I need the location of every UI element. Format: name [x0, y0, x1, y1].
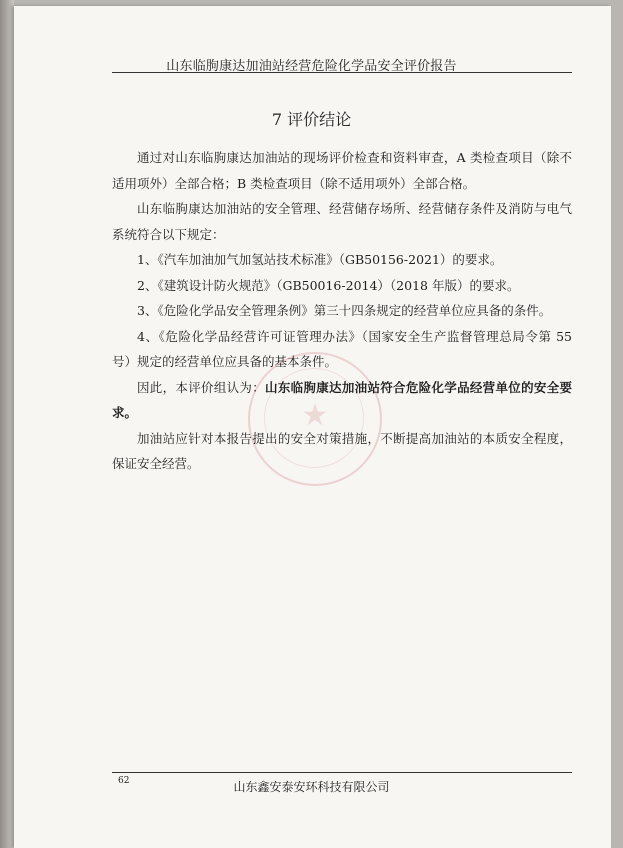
- report-header-title: 山东临朐康达加油站经营危险化学品安全评价报告: [166, 59, 457, 74]
- paragraph-compliance-intro: 山东临朐康达加油站的安全管理、经营储存场所、经营储存条件及消防与电气系统符合以下规定：: [112, 201, 572, 242]
- list-item-standard-2: 2、《建筑设计防火规范》（GB50016-2014）（2018 年版）的要求。: [137, 277, 520, 293]
- footer-company-name: 山东鑫安泰安环科技有限公司: [233, 780, 390, 794]
- conclusion-body: [112, 145, 572, 477]
- paragraph-inspection-result: 通过对山东临朐康达加油站的现场评价检查和资料审查，A 类检查项目（除不适用项外）全部合格；B 类检查项目（除不适用项外）全部合格。: [112, 150, 572, 191]
- seal-star-icon: ★: [301, 398, 329, 433]
- list-item-standard-1: 1、《汽车加油加气加氢站技术标准》（GB50156-2021）的要求。: [137, 252, 503, 267]
- list-item-standard-4: 4、《危险化学品经营许可证管理办法》（国家安全生产监督管理总局令第 55 号）规定的经营单位应具备的基本条件。: [112, 328, 572, 369]
- paragraph-conclusion: [112, 375, 572, 426]
- conclusion-statement: 山东临朐康达加油站符合危险化学品经营单位的安全要求。: [112, 379, 572, 420]
- header-divider: [112, 72, 572, 73]
- section-title: 7 评价结论: [271, 110, 352, 129]
- page-number: 62: [118, 776, 130, 786]
- list-item-standard-3: 3、《危险化学品安全管理条例》第三十四条规定的经营单位应具备的条件。: [137, 303, 552, 318]
- conclusion-lead: 因此，本评价组认为：: [137, 379, 266, 395]
- footer-divider: [112, 772, 572, 773]
- paragraph-recommendation: 加油站应针对本报告提出的安全对策措施，不断提高加油站的本质安全程度，保证安全经营。: [112, 430, 572, 471]
